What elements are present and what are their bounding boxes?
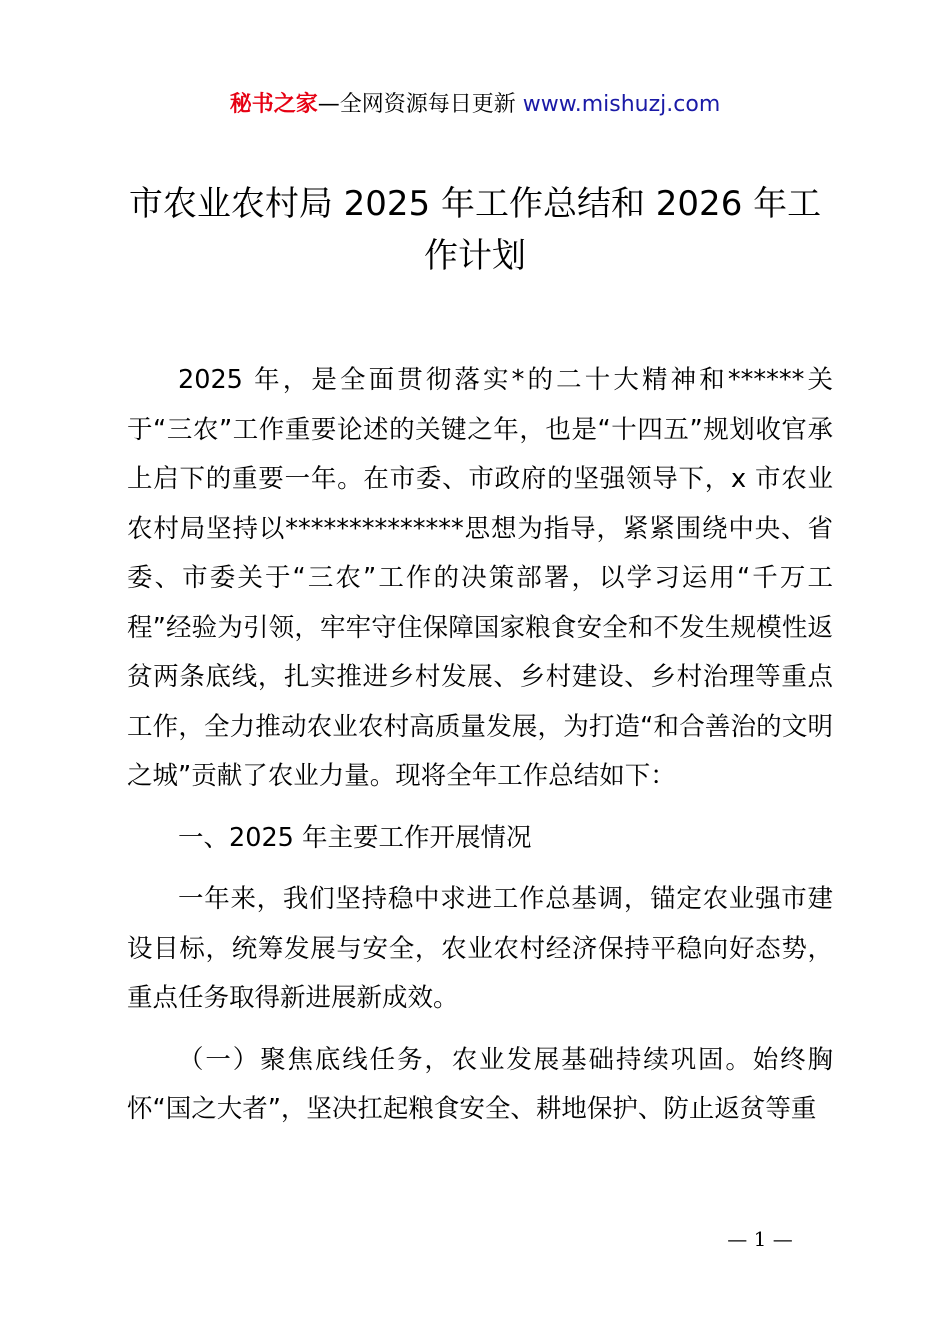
paragraph-subsection-1: （一）聚焦底线任务，农业发展基础持续巩固。始终胸怀“国之大者”，坚决扛起粮食安全、耕地保护、防止返贫等重 xyxy=(127,1044,833,1124)
section-heading: 一、2025 年主要工作开展情况 xyxy=(178,822,532,853)
paragraph-intro: 2025 年，是全面贯彻落实*的二十大精神和******关于“三农”工作重要论述的关键之年，也是“十四五”规划收官承上启下的重要一年。在市委、市政府的坚强领导下，x 市农业农村局坚持以**************思想为指导，紧紧围绕中央、省委、市委关于“三农”工作的决策部署，以学习运用“千万工程”经验为引领，牢牢守住保障国家粮食安全和不发生规模性返贫两条底线，扎实推进乡村发展、乡村建设、乡村治理等重点工作，全力推动农业农村高质量发展，为打造“和合善治的文明之城”贡献了农业力量。现将全年工作总结如下： xyxy=(127,365,833,791)
site-url-link[interactable]: www.mishuzj.com xyxy=(522,92,721,117)
brand-name: 秘书之家 xyxy=(229,92,318,117)
document-body xyxy=(127,356,833,1135)
page-number: — 1 — xyxy=(727,1227,793,1251)
header-slogan: —全网资源每日更新 xyxy=(317,92,523,117)
paragraph-summary: 一年来，我们坚持稳中求进工作总基调，锚定农业强市建设目标，统筹发展与安全，农业农村经济保持平稳向好态势，重点任务取得新进展新成效。 xyxy=(127,884,833,1013)
document-title: 市农业农村局 2025 年工作总结和 2026 年工作计划 xyxy=(128,184,822,276)
site-header xyxy=(0,88,950,122)
